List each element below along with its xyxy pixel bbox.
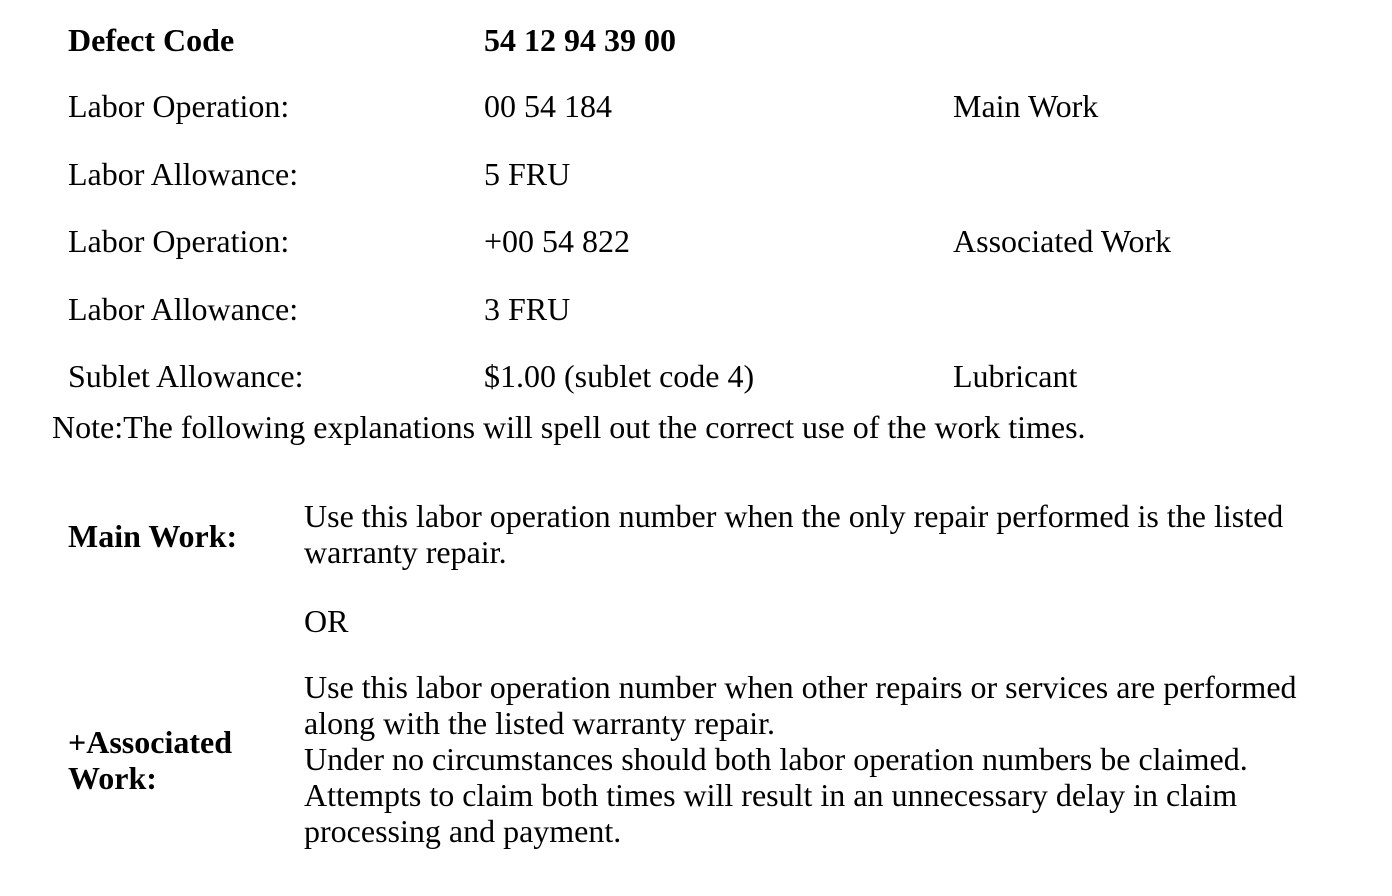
main-work-label: Main Work: bbox=[68, 518, 238, 554]
row-label: Labor Allowance: bbox=[68, 291, 299, 327]
associated-work-warning: Under no circumstances should both labor operation numbers be claimed. bbox=[304, 741, 1248, 777]
associated-work-consequence: Attempts to claim both times will result in an unnecessary delay in claim processing and payment. bbox=[304, 777, 1238, 849]
row-value: 00 54 184 bbox=[484, 88, 612, 124]
row-note: Associated Work bbox=[953, 223, 1172, 259]
associated-work-label-line2: Work: bbox=[68, 760, 157, 796]
or-text: OR bbox=[304, 603, 349, 639]
associated-work-label-line1: +Associated bbox=[68, 724, 232, 760]
row-note: Lubricant bbox=[953, 358, 1078, 394]
defect-code-label: Defect Code bbox=[68, 22, 235, 58]
row-note: Main Work bbox=[953, 88, 1099, 124]
row-label: Sublet Allowance: bbox=[68, 358, 304, 394]
note-text: Note:The following explanations will spell out the correct use of the work times. bbox=[52, 409, 1086, 445]
main-work-description: Use this labor operation number when the only repair performed is the listed warranty repair. bbox=[304, 498, 1284, 570]
associated-work-text bbox=[304, 669, 1304, 849]
row-value: 5 FRU bbox=[484, 156, 571, 192]
associated-work-description: Use this labor operation number when other repairs or services are performed along with the listed warranty repair. bbox=[304, 669, 1297, 741]
defect-code-value: 54 12 94 39 00 bbox=[484, 22, 676, 58]
row-value: 3 FRU bbox=[484, 291, 571, 327]
row-label: Labor Operation: bbox=[68, 88, 290, 124]
row-value: $1.00 (sublet code 4) bbox=[484, 358, 755, 394]
main-work-text bbox=[304, 498, 1304, 570]
associated-work-label bbox=[68, 724, 288, 796]
row-value: +00 54 822 bbox=[484, 223, 631, 259]
row-label: Labor Allowance: bbox=[68, 156, 299, 192]
row-label: Labor Operation: bbox=[68, 223, 290, 259]
